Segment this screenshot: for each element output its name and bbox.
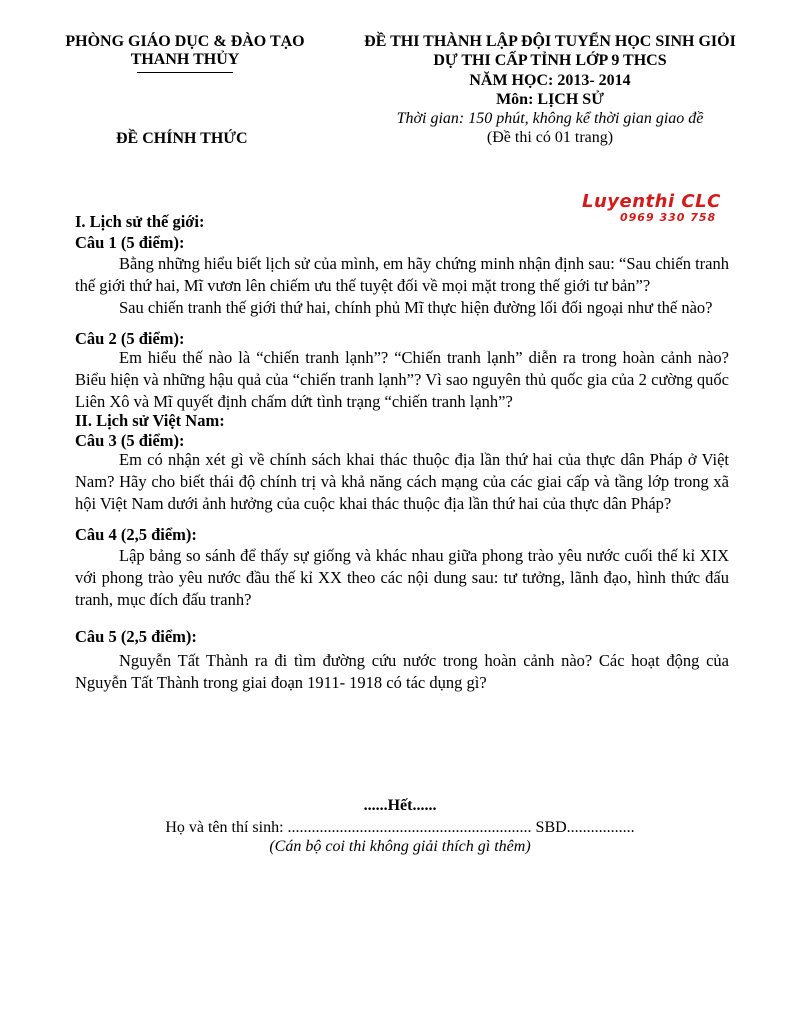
department-name: PHÒNG GIÁO DỤC & ĐÀO TẠO [65, 33, 305, 50]
watermark-brand: Luyenthi CLC [582, 191, 721, 212]
candidate-info-line: Họ và tên thí sinh: ............................................................. SBD................. [165, 819, 635, 836]
proctor-note: (Cán bộ coi thi không giải thích gì thêm) [269, 838, 531, 855]
q4-paragraph-1: Lập bảng so sánh để thấy sự giống và khác nhau giữa phong trào yêu nước cuối thế kỉ XIX với phong trào yêu nước đầu thế kỉ XX theo các nội dung sau: tư tưởng, lãnh đạo, hình thức đấu tranh, mục đích đấu tranh? [75, 546, 729, 609]
q1-paragraph-2: Sau chiến tranh thế giới thứ hai, chính phủ Mĩ thực hiện đường lối đối ngoại như thế nào? [119, 298, 713, 317]
watermark-phone: 0969 330 758 [620, 211, 717, 224]
exam-level: DỰ THI CẤP TỈNH LỚP 9 THCS [433, 52, 667, 69]
school-year: NĂM HỌC: 2013- 2014 [469, 72, 631, 89]
subject: Môn: LỊCH SỬ [496, 91, 604, 108]
header-left-underline [137, 72, 233, 73]
q1-paragraph-1: Bằng những hiểu biết lịch sử của mình, em hãy chứng minh nhận định sau: “Sau chiến tranh thế giới thứ hai, Mĩ vươn lên chiếm ưu thế tuyệt đối về mọi mặt trong thế giới tư bản”? [75, 254, 729, 295]
q4-heading: Câu 4 (2,5 điểm): [75, 525, 197, 544]
q3-heading: Câu 3 (5 điểm): [75, 431, 185, 450]
section-2-title: II. Lịch sử Việt Nam: [75, 411, 225, 430]
q1-heading: Câu 1 (5 điểm): [75, 233, 185, 252]
end-mark: ......Hết...... [363, 797, 437, 814]
q2-heading: Câu 2 (5 điểm): [75, 329, 185, 348]
q2-paragraph-1: Em hiểu thế nào là “chiến tranh lạnh”? “Chiến tranh lạnh” diễn ra trong hoàn cảnh nào? Biểu hiện và những hậu quả của “chiến tranh lạnh”? Vì sao nguyên thủ quốc gia của 2 cường quốc Liên Xô và Mĩ quyết định chấm dứt tình trạng “chiến tranh lạnh”? [75, 348, 729, 411]
section-1-title: I. Lịch sử thế giới: [75, 212, 205, 231]
pages-note: (Đề thi có 01 trang) [486, 129, 614, 146]
exam-title: ĐỀ THI THÀNH LẬP ĐỘI TUYỂN HỌC SINH GIỎI [364, 33, 736, 50]
q5-paragraph-1: Nguyễn Tất Thành ra đi tìm đường cứu nước trong hoàn cảnh nào? Các hoạt động của Nguyễn Tất Thành trong giai đoạn 1911- 1918 có tác dụng gì? [75, 651, 729, 692]
official-label: ĐỀ CHÍNH THỨC [116, 130, 248, 147]
q5-heading: Câu 5 (2,5 điểm): [75, 627, 197, 646]
q3-paragraph-1: Em có nhận xét gì về chính sách khai thác thuộc địa lần thứ hai của thực dân Pháp ở Việt Nam? Hãy cho biết thái độ chính trị và khả năng cách mạng của các giai cấp và tầng lớp trong xã hội Việt Nam dưới ảnh hưởng của cuộc khai thác thuộc địa lần thứ hai của thực dân Pháp? [75, 450, 729, 513]
district-name: THANH THỦY [130, 51, 240, 68]
time-note: Thời gian: 150 phút, không kể thời gian giao đề [396, 110, 704, 127]
